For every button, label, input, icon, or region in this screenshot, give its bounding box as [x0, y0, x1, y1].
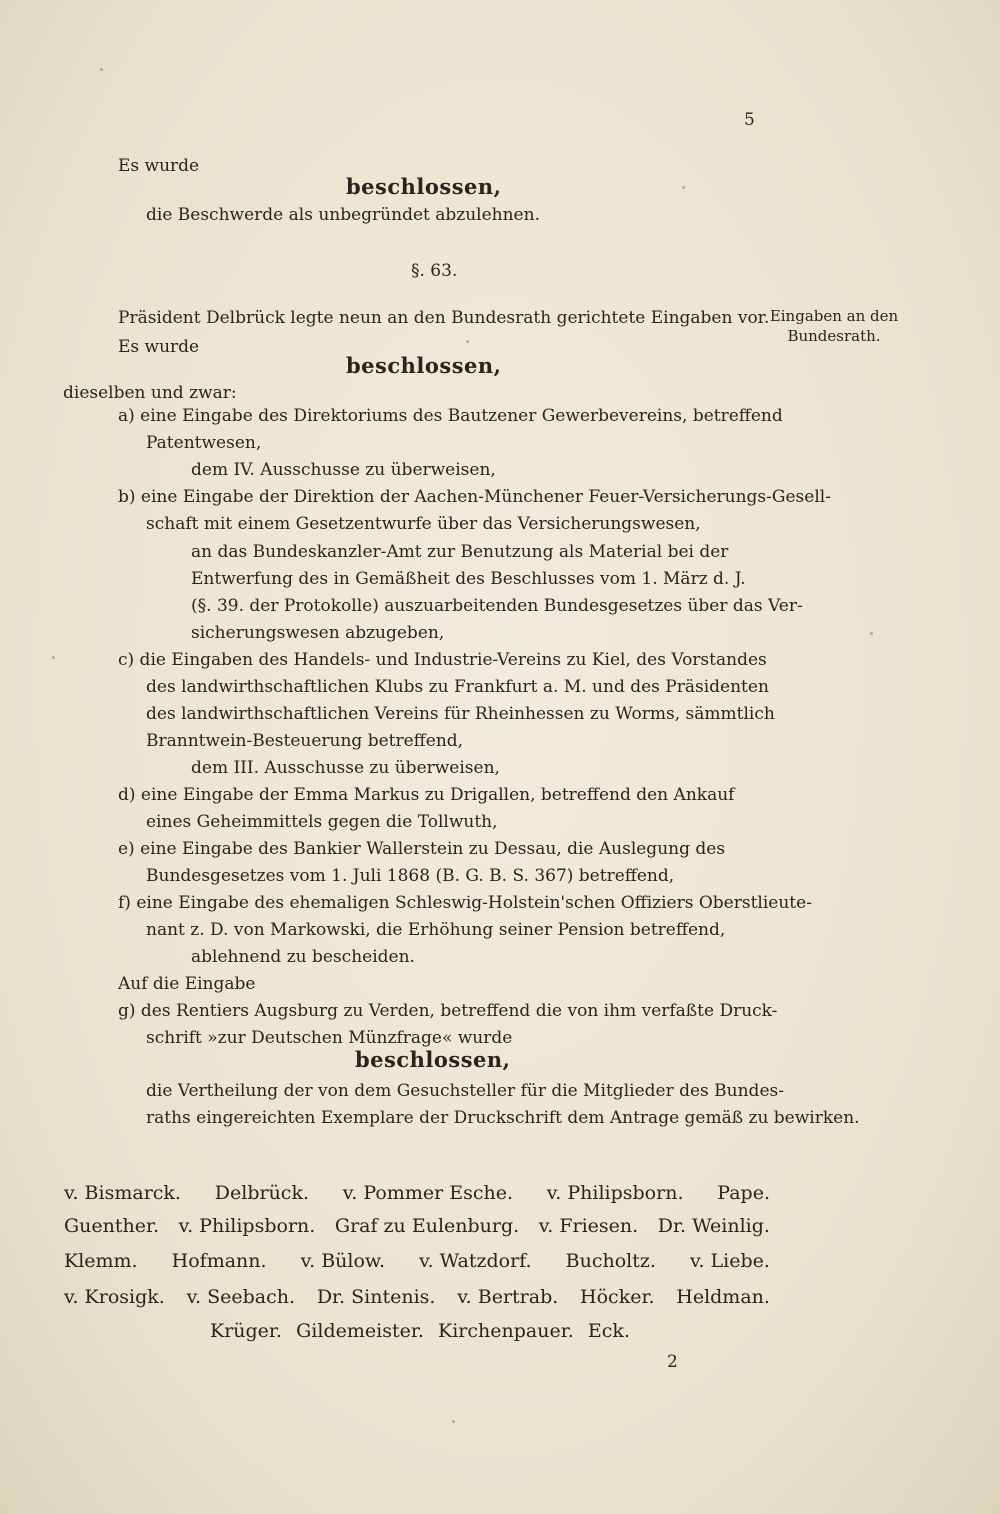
- text-line: Branntwein-Besteuerung betreffend,: [146, 731, 464, 751]
- margin-note: [764, 306, 904, 346]
- signature-name: v. Seebach.: [186, 1286, 296, 1308]
- text-line: sicherungswesen abzugeben,: [191, 623, 445, 643]
- signature-name: v. Bertrab.: [457, 1286, 559, 1308]
- signature-row: [210, 1318, 630, 1344]
- text-line: (§. 39. der Protokolle) auszuarbeitenden Bundesgesetzes über das Ver-: [191, 596, 803, 616]
- signature-name: Guenther.: [64, 1215, 160, 1237]
- text-line: a) eine Eingabe des Direktoriums des Bautzener Gewerbevereins, betreffend: [118, 406, 783, 426]
- text-line: des landwirthschaftlichen Vereins für Rheinhessen zu Worms, sämmtlich: [146, 704, 775, 724]
- signature-name: Delbrück.: [214, 1182, 309, 1204]
- signature-name: Krüger.: [210, 1320, 282, 1342]
- signature-name: v. Bismarck.: [64, 1182, 181, 1204]
- page-number: 5: [744, 110, 755, 130]
- text-line: dem III. Ausschusse zu überweisen,: [191, 758, 500, 778]
- signature-row: [64, 1213, 770, 1239]
- text-line: g) des Rentiers Augsburg zu Verden, betreffend die von ihm verfaßte Druck-: [118, 1001, 778, 1021]
- text-line: Auf die Eingabe: [118, 974, 256, 994]
- paper-speck: [466, 340, 469, 343]
- signature-name: Kirchenpauer.: [438, 1320, 574, 1342]
- paper-speck: [52, 656, 55, 659]
- resolution-heading: beschlossen,: [355, 1047, 511, 1072]
- signature-name: v. Pommer Esche.: [342, 1182, 513, 1204]
- signature-name: Dr. Weinlig.: [657, 1215, 770, 1237]
- resolution-heading: beschlossen,: [346, 174, 502, 199]
- text-line: d) eine Eingabe der Emma Markus zu Drigallen, betreffend den Ankauf: [118, 785, 735, 805]
- text-line: Bundesgesetzes vom 1. Juli 1868 (B. G. B. S. 367) betreffend,: [146, 866, 675, 886]
- text-line: e) eine Eingabe des Bankier Wallerstein zu Dessau, die Auslegung des: [118, 839, 726, 859]
- text-line: eines Geheimmittels gegen die Tollwuth,: [146, 812, 498, 832]
- signature-name: v. Philipsborn.: [178, 1215, 316, 1237]
- signature-row: [64, 1284, 770, 1310]
- signature-name: Heldman.: [676, 1286, 770, 1308]
- resolution-heading: beschlossen,: [346, 353, 502, 378]
- text-line: Es wurde: [118, 337, 200, 357]
- signature-name: v. Watzdorf.: [419, 1250, 532, 1272]
- signature-name: Dr. Sintenis.: [316, 1286, 436, 1308]
- sheet-number: 2: [667, 1352, 678, 1372]
- signature-name: v. Liebe.: [690, 1250, 770, 1272]
- text-line: dem IV. Ausschusse zu überweisen,: [191, 460, 496, 480]
- text-line: c) die Eingaben des Handels- und Industrie-Vereins zu Kiel, des Vorstandes: [118, 650, 767, 670]
- text-line: ablehnend zu bescheiden.: [191, 947, 415, 967]
- signature-name: Hofmann.: [171, 1250, 267, 1272]
- signature-name: Graf zu Eulenburg.: [334, 1215, 520, 1237]
- signature-row: [64, 1180, 770, 1206]
- text-line: die Vertheilung der von dem Gesuchsteller für die Mitglieder des Bundes-: [146, 1081, 784, 1101]
- margin-note-line: Bundesrath.: [787, 327, 881, 345]
- signature-name: v. Friesen.: [538, 1215, 639, 1237]
- paper-speck: [452, 1420, 455, 1423]
- section-heading: §. 63.: [411, 261, 458, 281]
- text-line: b) eine Eingabe der Direktion der Aachen-Münchener Feuer-Versicherungs-Gesell-: [118, 487, 831, 507]
- signature-name: Pape.: [717, 1182, 770, 1204]
- signature-name: Höcker.: [580, 1286, 655, 1308]
- signature-name: Gildemeister.: [296, 1320, 424, 1342]
- text-line: f) eine Eingabe des ehemaligen Schleswig-Holstein'schen Offiziers Oberstlieute-: [118, 893, 812, 913]
- signature-name: v. Philipsborn.: [546, 1182, 684, 1204]
- text-line: nant z. D. von Markowski, die Erhöhung seiner Pension betreffend,: [146, 920, 726, 940]
- text-line: Es wurde: [118, 156, 200, 176]
- paper-speck: [870, 632, 873, 635]
- signature-name: Eck.: [587, 1320, 630, 1342]
- paper-speck: [100, 68, 103, 71]
- signature-row: [64, 1248, 770, 1274]
- text-line: Patentwesen,: [146, 433, 262, 453]
- paper-speck: [682, 186, 685, 189]
- signature-name: v. Bülow.: [300, 1250, 385, 1272]
- text-line: schaft mit einem Gesetzentwurfe über das Versicherungswesen,: [146, 514, 701, 534]
- text-line: Präsident Delbrück legte neun an den Bundesrath gerichtete Eingaben vor.: [118, 308, 770, 328]
- signature-name: v. Krosigk.: [64, 1286, 165, 1308]
- text-line: dieselben und zwar:: [63, 383, 237, 403]
- text-line: schrift »zur Deutschen Münzfrage« wurde: [146, 1028, 513, 1048]
- text-line: an das Bundeskanzler-Amt zur Benutzung als Material bei der: [191, 542, 729, 562]
- margin-note-line: Eingaben an den: [769, 307, 899, 325]
- text-line: Entwerfung des in Gemäßheit des Beschlusses vom 1. März d. J.: [191, 569, 746, 589]
- text-line: die Beschwerde als unbegründet abzulehnen.: [146, 205, 540, 225]
- text-line: des landwirthschaftlichen Klubs zu Frankfurt a. M. und des Präsidenten: [146, 677, 769, 697]
- signature-name: Klemm.: [64, 1250, 138, 1272]
- signature-name: Bucholtz.: [565, 1250, 656, 1272]
- text-line: raths eingereichten Exemplare der Druckschrift dem Antrage gemäß zu bewirken.: [146, 1108, 860, 1128]
